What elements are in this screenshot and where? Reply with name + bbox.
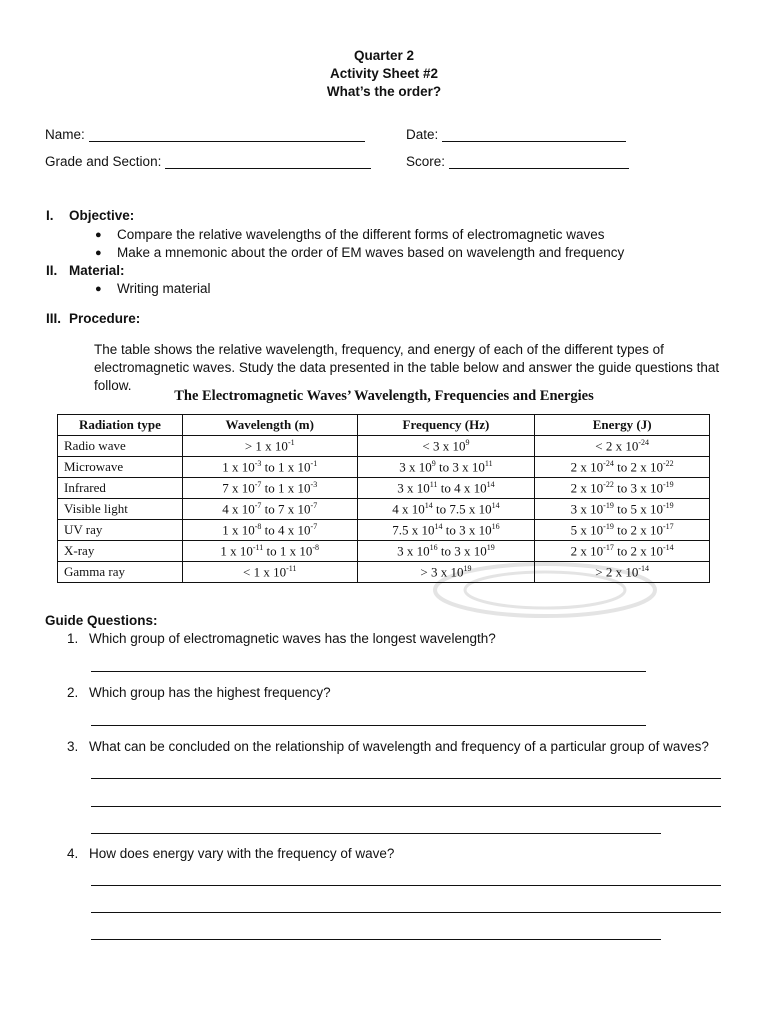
question-number: 3.: [67, 739, 79, 754]
table-row: [58, 499, 710, 520]
exponent: -11: [286, 563, 297, 573]
score-blank[interactable]: [449, 168, 629, 169]
exponent: -8: [312, 542, 320, 552]
exponent: 9: [465, 437, 470, 447]
exponent: 11: [484, 458, 493, 468]
procedure-number: III.: [46, 311, 62, 326]
question-number: 4.: [67, 846, 79, 861]
exponent: -22: [662, 458, 674, 468]
exponent: -19: [603, 500, 614, 510]
exponent: -19: [662, 500, 674, 510]
grade-section-field[interactable]: [45, 154, 371, 169]
exponent: -17: [603, 542, 614, 552]
table-cell: > 2 x $10^{-14}$: [535, 562, 710, 583]
answer-line[interactable]: [91, 885, 721, 886]
table-cell: Microwave: [58, 457, 183, 478]
objective-bullet-1: Compare the relative wavelengths of the different forms of electromagnetic waves: [117, 227, 605, 242]
table-row: [58, 520, 710, 541]
table-cell: 1 x $10^{-3}$ to 1 x $10^{-1}$: [182, 457, 357, 478]
table-cell: > 1 x $10^{-1}$: [182, 436, 357, 457]
table-cell: 5 x $10^{-19}$ to 2 x $10^{-17}$: [535, 520, 710, 541]
exponent: 14: [486, 479, 495, 489]
column-header: Frequency (Hz): [357, 415, 535, 436]
exponent: -8: [254, 521, 262, 531]
exponent: -3: [310, 479, 318, 489]
exponent: 14: [424, 500, 433, 510]
table-row: [58, 436, 710, 457]
exponent: -19: [603, 521, 614, 531]
list-item: [95, 227, 605, 244]
table-cell: < 2 x $10^{-24}$: [535, 436, 710, 457]
exponent: -22: [603, 479, 614, 489]
material-heading: Material:: [69, 263, 125, 278]
score-field[interactable]: [406, 154, 629, 169]
date-blank[interactable]: [442, 141, 626, 142]
table-cell: Radio wave: [58, 436, 183, 457]
column-header: Radiation type: [58, 415, 183, 436]
table-cell: Infrared: [58, 478, 183, 499]
exponent: -1: [287, 437, 295, 447]
em-waves-table: [57, 414, 710, 583]
answer-line[interactable]: [91, 939, 661, 940]
answer-line[interactable]: [91, 806, 721, 807]
list-item: [95, 281, 211, 298]
objective-number: I.: [46, 208, 54, 223]
exponent: -1: [310, 458, 318, 468]
table-cell: 2 x $10^{-22}$ to 3 x $10^{-19}$: [535, 478, 710, 499]
score-label: Score:: [406, 154, 446, 169]
grade-section-blank[interactable]: [165, 168, 371, 169]
date-field[interactable]: [406, 127, 626, 142]
exponent: -19: [662, 479, 674, 489]
objective-heading: Objective:: [69, 208, 135, 223]
table-cell: 7 x $10^{-7}$ to 1 x $10^{-3}$: [182, 478, 357, 499]
table-cell: 3 x $10^9$ to 3 x $10^{11}$: [357, 457, 535, 478]
exponent: -17: [662, 521, 674, 531]
table-header-row: [58, 415, 710, 436]
table-cell: Gamma ray: [58, 562, 183, 583]
grade-section-label: Grade and Section:: [45, 154, 162, 169]
table-cell: < 1 x $10^{-11}$: [182, 562, 357, 583]
question-number: 2.: [67, 685, 79, 700]
guide-questions-heading: Guide Questions:: [45, 613, 158, 628]
question-4: [67, 846, 394, 861]
bullet-icon: ●: [95, 247, 102, 259]
answer-line[interactable]: [91, 671, 646, 672]
table-cell: 3 x $10^{16}$ to 3 x $10^{19}$: [357, 541, 535, 562]
table-cell: < 3 x $10^9$: [357, 436, 535, 457]
exponent: -7: [310, 521, 318, 531]
table-cell: 3 x $10^{-19}$ to 5 x $10^{-19}$: [535, 499, 710, 520]
table-cell: 3 x $10^{11}$ to 4 x $10^{14}$: [357, 478, 535, 499]
table-cell: > 3 x $10^{19}$: [357, 562, 535, 583]
table-title: The Electromagnetic Waves’ Wavelength, Frequencies and Energies: [174, 388, 594, 404]
question-1: [67, 631, 496, 646]
table-row: [58, 478, 710, 499]
exponent: 14: [491, 500, 500, 510]
table-cell: Visible light: [58, 499, 183, 520]
table-row: [58, 562, 710, 583]
table-row: [58, 541, 710, 562]
table-cell: 2 x $10^{-17}$ to 2 x $10^{-14}$: [535, 541, 710, 562]
page-title: What’s the order?: [326, 84, 442, 99]
material-bullet-1: Writing material: [117, 281, 211, 296]
table-cell: 4 x $10^{-7}$ to 7 x $10^{-7}$: [182, 499, 357, 520]
exponent: -24: [603, 458, 614, 468]
exponent: -14: [638, 563, 650, 573]
table-cell: 2 x $10^{-24}$ to 2 x $10^{-22}$: [535, 457, 710, 478]
exponent: 9: [431, 458, 436, 468]
exponent: 16: [491, 521, 500, 531]
exponent: 19: [463, 563, 472, 573]
bullet-icon: ●: [95, 229, 102, 241]
answer-line[interactable]: [91, 912, 721, 913]
question-text: What can be concluded on the relationship of wavelength and frequency of a particular group of waves?: [89, 739, 709, 754]
list-item: [95, 245, 624, 262]
table-cell: 1 x $10^{-11}$ to 1 x $10^{-8}$: [182, 541, 357, 562]
exponent: -7: [310, 500, 318, 510]
exponent: -3: [254, 458, 262, 468]
table-cell: X-ray: [58, 541, 183, 562]
exponent: -24: [638, 437, 650, 447]
header-quarter: Quarter 2: [353, 48, 415, 63]
objective-bullet-2: Make a mnemonic about the order of EM waves based on wavelength and frequency: [117, 245, 625, 260]
exponent: 14: [434, 521, 443, 531]
question-text: Which group of electromagnetic waves has the longest wavelength?: [89, 631, 496, 646]
table-cell: 4 x $10^{14}$ to 7.5 x $10^{14}$: [357, 499, 535, 520]
name-label: Name:: [45, 127, 85, 142]
material-number: II.: [46, 263, 58, 278]
table-cell: UV ray: [58, 520, 183, 541]
question-2: [67, 685, 331, 700]
header-activity-sheet: Activity Sheet #2: [329, 66, 439, 81]
question-text: How does energy vary with the frequency of wave?: [89, 846, 395, 861]
table-cell: 1 x $10^{-8}$ to 4 x $10^{-7}$: [182, 520, 357, 541]
exponent: 19: [486, 542, 495, 552]
exponent: -7: [254, 500, 262, 510]
procedure-heading: Procedure:: [69, 311, 141, 326]
exponent: 11: [429, 479, 438, 489]
date-label: Date:: [406, 127, 439, 142]
exponent: -11: [252, 542, 264, 552]
table-row: [58, 457, 710, 478]
procedure-text: The table shows the relative wavelength, frequency, and energy of each of the different types of electromagnetic waves. Study the data presented in the table below and answer the guide questions that follow.: [94, 342, 720, 393]
name-field[interactable]: [45, 127, 365, 142]
column-header: Energy (J): [535, 415, 710, 436]
table-cell: 7.5 x $10^{14}$ to 3 x $10^{16}$: [357, 520, 535, 541]
column-header: Wavelength (m): [182, 415, 357, 436]
exponent: -14: [662, 542, 674, 552]
question-text: Which group has the highest frequency?: [89, 685, 331, 700]
question-3: [67, 739, 709, 754]
name-blank[interactable]: [89, 141, 365, 142]
answer-line[interactable]: [91, 778, 721, 779]
exponent: -7: [254, 479, 262, 489]
exponent: 16: [429, 542, 438, 552]
question-number: 1.: [67, 631, 79, 646]
bullet-icon: ●: [95, 283, 102, 295]
answer-line[interactable]: [91, 725, 646, 726]
answer-line[interactable]: [91, 833, 661, 834]
